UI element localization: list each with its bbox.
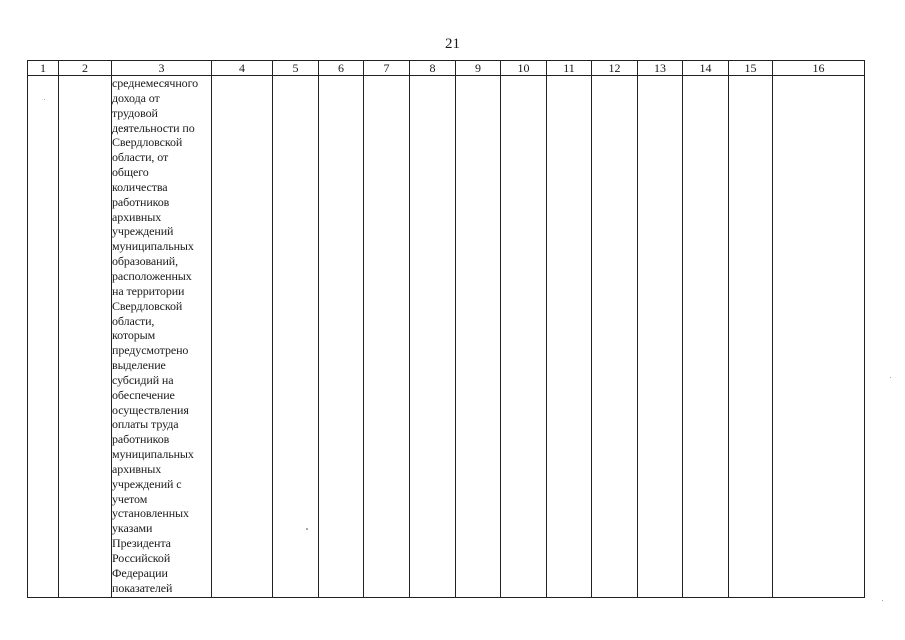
cell-text-line: Федерации: [112, 565, 168, 580]
scan-speck: [44, 99, 45, 100]
table-cell-1: [28, 76, 59, 598]
cell-text-line: работников: [112, 194, 170, 209]
cell-text-line: учреждений: [112, 224, 174, 239]
column-header-5: 5: [273, 61, 319, 76]
cell-text-line: области,: [112, 313, 155, 328]
cell-text-line: указами: [112, 521, 153, 536]
scan-speck: [306, 528, 308, 530]
column-header-6: 6: [319, 61, 364, 76]
cell-text-line: обеспечение: [112, 387, 175, 402]
cell-text-line: архивных: [112, 209, 162, 224]
data-table: [27, 60, 865, 598]
cell-text-line: предусмотрено: [112, 343, 189, 358]
cell-text-line: которым: [112, 328, 156, 343]
header-row: [28, 61, 865, 76]
column-header-3: 3: [112, 61, 212, 76]
cell-text-line: среднемесячного: [112, 76, 198, 90]
cell-text-line: Свердловской: [112, 298, 183, 313]
column-header-11: 11: [547, 61, 592, 76]
cell-text-line: трудовой: [112, 105, 158, 120]
table-cell-14: [683, 76, 729, 598]
table-cell-15: [729, 76, 773, 598]
cell-text-line: Российской: [112, 551, 171, 565]
column-header-9: 9: [456, 61, 501, 76]
table-cell-6: [319, 76, 364, 598]
cell-text-line: муниципальных: [112, 239, 194, 254]
cell-text-line: архивных: [112, 461, 162, 476]
column-header-8: 8: [410, 61, 456, 76]
cell-text-line: дохода от: [112, 90, 160, 105]
table-cell-3: [112, 76, 212, 598]
cell-text-line: учреждений с: [112, 476, 182, 491]
table-cell-9: [456, 76, 501, 598]
scan-speck: [890, 377, 891, 378]
cell-text-line: области, от: [112, 150, 169, 165]
table-cell-11: [547, 76, 592, 598]
cell-text-line: субсидий на: [112, 372, 174, 387]
column-header-16: 16: [773, 61, 865, 76]
table-cell-8: [410, 76, 456, 598]
column-header-1: 1: [28, 61, 59, 76]
cell-text-line: учетом: [112, 491, 148, 506]
cell-text-line: оплаты труда: [112, 417, 179, 432]
cell-text-line: установленных: [112, 506, 189, 521]
table-row: [28, 76, 865, 598]
column-header-4: 4: [212, 61, 273, 76]
cell-text-line: работников: [112, 432, 170, 447]
column-header-2: 2: [59, 61, 112, 76]
column-header-10: 10: [501, 61, 547, 76]
table-cell-16: [773, 76, 865, 598]
cell-text-line: общего: [112, 165, 149, 180]
column-header-14: 14: [683, 61, 729, 76]
cell-text-line: расположенных: [112, 268, 192, 283]
table-cell-2: [59, 76, 112, 598]
scan-speck: [882, 600, 883, 601]
column-header-7: 7: [364, 61, 410, 76]
table-cell-13: [638, 76, 683, 598]
column-header-12: 12: [592, 61, 638, 76]
cell-text-line: на территории: [112, 283, 185, 298]
cell-text-line: муниципальных: [112, 447, 194, 462]
table-cell-10: [501, 76, 547, 598]
cell-text-line: Президента: [112, 536, 171, 551]
table-cell-7: [364, 76, 410, 598]
table-cell-4: [212, 76, 273, 598]
cell-text-line: количества: [112, 179, 168, 194]
cell-text-line: образований,: [112, 254, 179, 269]
cell-text-line: выделение: [112, 358, 166, 373]
table-cell-12: [592, 76, 638, 598]
page-number: 21: [445, 36, 460, 52]
cell-text-line: показателей: [112, 580, 173, 595]
column-header-15: 15: [729, 61, 773, 76]
cell-text-line: Свердловской: [112, 135, 183, 150]
column-header-13: 13: [638, 61, 683, 76]
cell-text-line: осуществления: [112, 402, 189, 417]
cell-text-line: деятельности по: [112, 120, 195, 135]
table-cell-5: [273, 76, 319, 598]
